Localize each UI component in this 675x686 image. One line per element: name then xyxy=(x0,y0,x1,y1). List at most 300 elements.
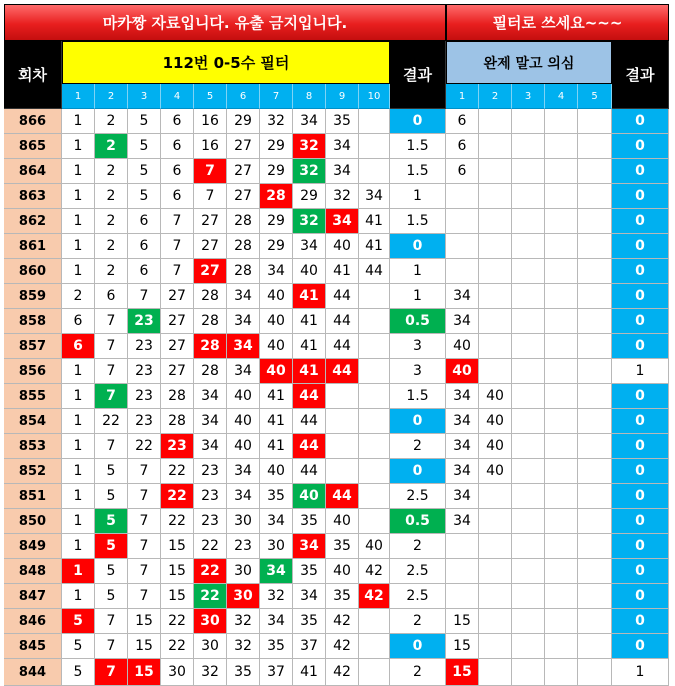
complete-number-cell xyxy=(446,234,479,259)
final-result-header: 결과 xyxy=(612,41,669,109)
filter-number-cell: 22 xyxy=(194,534,227,559)
complete-number-cell xyxy=(446,259,479,284)
filter-number-cell: 40 xyxy=(359,534,390,559)
filter-number-cell: 7 xyxy=(128,459,161,484)
final-result-cell: 0 xyxy=(612,534,669,559)
complete-number-cell xyxy=(578,309,612,334)
filter-number-cell: 28 xyxy=(161,409,194,434)
filter-title: 112번 0-5수 필터 xyxy=(62,41,390,84)
complete-col-number: 5 xyxy=(578,84,612,109)
filter-number-cell: 44 xyxy=(293,434,326,459)
complete-number-cell: 15 xyxy=(446,634,479,659)
complete-number-cell xyxy=(479,334,512,359)
filter-number-cell: 23 xyxy=(194,484,227,509)
filter-number-cell: 34 xyxy=(293,109,326,134)
complete-number-cell xyxy=(578,284,612,309)
filter-number-cell: 34 xyxy=(359,184,390,209)
filter-number-cell: 41 xyxy=(326,259,359,284)
filter-number-cell xyxy=(359,409,390,434)
filter-number-cell: 16 xyxy=(194,134,227,159)
complete-number-cell: 15 xyxy=(446,609,479,634)
complete-number-cell xyxy=(479,609,512,634)
filter-number-cell: 7 xyxy=(128,509,161,534)
filter-col-number: 9 xyxy=(326,84,359,109)
filter-number-cell: 32 xyxy=(293,209,326,234)
complete-number-cell xyxy=(545,159,578,184)
result-cell: 1.5 xyxy=(390,384,446,409)
filter-number-cell: 44 xyxy=(326,334,359,359)
filter-number-cell: 30 xyxy=(194,634,227,659)
filter-number-cell: 28 xyxy=(194,309,227,334)
complete-number-cell xyxy=(578,559,612,584)
final-result-cell: 0 xyxy=(612,634,669,659)
final-result-cell: 0 xyxy=(612,134,669,159)
filter-number-cell: 44 xyxy=(359,259,390,284)
filter-number-cell: 35 xyxy=(227,659,260,686)
result-cell: 2 xyxy=(390,659,446,686)
filter-number-cell: 44 xyxy=(326,359,359,384)
filter-number-cell: 34 xyxy=(227,484,260,509)
filter-number-cell: 6 xyxy=(161,109,194,134)
complete-number-cell xyxy=(545,509,578,534)
complete-col-number: 3 xyxy=(512,84,545,109)
filter-number-cell: 7 xyxy=(161,259,194,284)
filter-number-cell: 5 xyxy=(95,559,128,584)
complete-number-cell xyxy=(578,534,612,559)
complete-number-cell xyxy=(578,259,612,284)
result-cell: 1 xyxy=(390,184,446,209)
filter-number-cell: 29 xyxy=(260,159,293,184)
filter-number-cell: 35 xyxy=(326,534,359,559)
filter-number-cell: 42 xyxy=(326,634,359,659)
filter-number-cell: 44 xyxy=(293,409,326,434)
filter-number-cell: 5 xyxy=(62,634,95,659)
filter-number-cell: 34 xyxy=(326,159,359,184)
filter-number-cell xyxy=(359,609,390,634)
complete-number-cell: 34 xyxy=(446,284,479,309)
complete-number-cell xyxy=(479,484,512,509)
round-number: 848 xyxy=(4,559,62,584)
complete-number-cell xyxy=(512,109,545,134)
filter-number-cell: 5 xyxy=(128,109,161,134)
filter-number-cell: 35 xyxy=(293,559,326,584)
filter-number-cell: 34 xyxy=(293,584,326,609)
filter-number-cell xyxy=(359,159,390,184)
filter-number-cell xyxy=(359,634,390,659)
filter-number-cell: 15 xyxy=(128,659,161,686)
filter-number-cell: 5 xyxy=(128,159,161,184)
complete-number-cell: 40 xyxy=(446,359,479,384)
complete-number-cell xyxy=(545,459,578,484)
filter-number-cell: 28 xyxy=(194,359,227,384)
filter-number-cell: 7 xyxy=(128,284,161,309)
round-number: 858 xyxy=(4,309,62,334)
result-cell: 0 xyxy=(390,409,446,434)
filter-number-cell: 1 xyxy=(62,484,95,509)
filter-number-cell: 22 xyxy=(128,434,161,459)
complete-title: 완제 말고 의심 xyxy=(446,41,612,84)
filter-number-cell xyxy=(326,409,359,434)
filter-number-cell: 22 xyxy=(95,409,128,434)
filter-number-cell: 6 xyxy=(161,184,194,209)
complete-number-cell: 40 xyxy=(479,384,512,409)
filter-number-cell: 34 xyxy=(227,459,260,484)
filter-number-cell: 23 xyxy=(194,509,227,534)
round-number: 854 xyxy=(4,409,62,434)
filter-number-cell: 7 xyxy=(194,159,227,184)
filter-number-cell: 7 xyxy=(161,209,194,234)
complete-number-cell xyxy=(479,309,512,334)
complete-number-cell xyxy=(578,584,612,609)
filter-number-cell: 6 xyxy=(95,284,128,309)
round-number: 852 xyxy=(4,459,62,484)
filter-number-cell: 1 xyxy=(62,384,95,409)
complete-number-cell xyxy=(512,509,545,534)
result-cell: 1.5 xyxy=(390,159,446,184)
filter-number-cell: 7 xyxy=(161,234,194,259)
final-result-cell: 0 xyxy=(612,234,669,259)
filter-col-number: 5 xyxy=(194,84,227,109)
filter-number-cell: 7 xyxy=(194,184,227,209)
filter-number-cell xyxy=(359,109,390,134)
final-result-cell: 0 xyxy=(612,384,669,409)
complete-number-cell xyxy=(512,334,545,359)
filter-number-cell: 23 xyxy=(227,534,260,559)
filter-number-cell: 7 xyxy=(128,534,161,559)
filter-number-cell: 23 xyxy=(128,309,161,334)
filter-number-cell: 32 xyxy=(260,109,293,134)
filter-number-cell: 35 xyxy=(260,484,293,509)
filter-number-cell: 41 xyxy=(359,209,390,234)
filter-number-cell: 30 xyxy=(161,659,194,686)
complete-number-cell xyxy=(578,359,612,384)
filter-number-cell: 15 xyxy=(161,559,194,584)
complete-number-cell xyxy=(512,134,545,159)
complete-number-cell xyxy=(512,434,545,459)
filter-number-cell: 15 xyxy=(161,534,194,559)
filter-number-cell: 41 xyxy=(293,359,326,384)
filter-number-cell: 27 xyxy=(227,134,260,159)
filter-number-cell: 42 xyxy=(359,559,390,584)
filter-number-cell xyxy=(359,659,390,686)
filter-number-cell: 40 xyxy=(326,234,359,259)
complete-number-cell: 40 xyxy=(446,334,479,359)
final-result-cell: 0 xyxy=(612,309,669,334)
filter-number-cell: 1 xyxy=(62,459,95,484)
filter-number-cell: 7 xyxy=(128,484,161,509)
complete-number-cell xyxy=(545,434,578,459)
filter-number-cell: 2 xyxy=(95,259,128,284)
filter-number-cell: 7 xyxy=(95,309,128,334)
filter-number-cell: 40 xyxy=(326,509,359,534)
filter-number-cell: 2 xyxy=(95,134,128,159)
complete-number-cell: 15 xyxy=(446,659,479,686)
filter-number-cell: 5 xyxy=(128,184,161,209)
filter-number-cell xyxy=(359,334,390,359)
filter-col-number: 8 xyxy=(293,84,326,109)
result-cell: 2 xyxy=(390,434,446,459)
filter-number-cell: 27 xyxy=(161,334,194,359)
round-header: 회차 xyxy=(4,41,62,109)
complete-number-cell xyxy=(446,584,479,609)
filter-number-cell: 44 xyxy=(326,309,359,334)
complete-number-cell xyxy=(479,359,512,384)
filter-number-cell: 30 xyxy=(227,559,260,584)
filter-number-cell: 30 xyxy=(227,509,260,534)
round-number: 846 xyxy=(4,609,62,634)
complete-number-cell xyxy=(512,409,545,434)
complete-number-cell xyxy=(479,559,512,584)
complete-number-cell xyxy=(479,284,512,309)
filter-number-cell: 41 xyxy=(260,384,293,409)
complete-number-cell xyxy=(512,484,545,509)
complete-number-cell xyxy=(578,434,612,459)
complete-number-cell xyxy=(512,159,545,184)
final-result-cell: 0 xyxy=(612,334,669,359)
complete-number-cell xyxy=(545,609,578,634)
result-cell: 0.5 xyxy=(390,309,446,334)
filter-number-cell: 15 xyxy=(161,584,194,609)
filter-number-cell: 2 xyxy=(95,184,128,209)
round-number: 857 xyxy=(4,334,62,359)
filter-number-cell: 22 xyxy=(161,484,194,509)
filter-number-cell: 28 xyxy=(260,184,293,209)
filter-number-cell xyxy=(359,384,390,409)
filter-number-cell: 23 xyxy=(128,334,161,359)
filter-number-cell: 41 xyxy=(293,659,326,686)
complete-number-cell xyxy=(479,534,512,559)
result-cell: 2.5 xyxy=(390,584,446,609)
complete-number-cell xyxy=(479,184,512,209)
filter-number-cell: 1 xyxy=(62,509,95,534)
result-cell: 0.5 xyxy=(390,509,446,534)
filter-number-cell: 1 xyxy=(62,184,95,209)
filter-number-cell: 2 xyxy=(62,284,95,309)
filter-number-cell: 7 xyxy=(95,634,128,659)
filter-number-cell: 7 xyxy=(95,384,128,409)
filter-number-cell: 23 xyxy=(128,384,161,409)
round-number: 865 xyxy=(4,134,62,159)
round-number: 851 xyxy=(4,484,62,509)
filter-number-cell: 22 xyxy=(194,559,227,584)
filter-number-cell xyxy=(326,434,359,459)
complete-number-cell xyxy=(578,334,612,359)
filter-number-cell: 41 xyxy=(293,309,326,334)
filter-number-cell: 40 xyxy=(227,409,260,434)
filter-number-cell: 5 xyxy=(95,484,128,509)
final-result-cell: 0 xyxy=(612,484,669,509)
complete-number-cell xyxy=(545,109,578,134)
filter-number-cell: 40 xyxy=(260,334,293,359)
complete-number-cell: 6 xyxy=(446,109,479,134)
filter-number-cell: 30 xyxy=(194,609,227,634)
complete-number-cell xyxy=(578,659,612,686)
complete-number-cell xyxy=(512,559,545,584)
complete-number-cell xyxy=(545,284,578,309)
filter-number-cell xyxy=(359,134,390,159)
filter-number-cell: 29 xyxy=(260,234,293,259)
filter-number-cell: 27 xyxy=(194,234,227,259)
filter-number-cell: 28 xyxy=(227,209,260,234)
filter-number-cell: 1 xyxy=(62,159,95,184)
filter-number-cell: 28 xyxy=(194,334,227,359)
filter-number-cell: 1 xyxy=(62,359,95,384)
filter-col-number: 1 xyxy=(62,84,95,109)
result-cell: 3 xyxy=(390,334,446,359)
filter-number-cell xyxy=(359,309,390,334)
complete-number-cell xyxy=(545,584,578,609)
complete-number-cell xyxy=(545,184,578,209)
round-number: 847 xyxy=(4,584,62,609)
complete-number-cell xyxy=(545,559,578,584)
round-number: 853 xyxy=(4,434,62,459)
complete-number-cell xyxy=(479,659,512,686)
final-result-cell: 0 xyxy=(612,259,669,284)
filter-number-cell: 6 xyxy=(128,209,161,234)
filter-number-cell: 5 xyxy=(62,659,95,686)
final-result-cell: 0 xyxy=(612,184,669,209)
final-result-cell: 0 xyxy=(612,159,669,184)
complete-number-cell xyxy=(446,534,479,559)
filter-number-cell xyxy=(359,459,390,484)
filter-number-cell: 40 xyxy=(260,459,293,484)
filter-number-cell: 40 xyxy=(293,484,326,509)
filter-number-cell: 27 xyxy=(194,209,227,234)
filter-number-cell: 41 xyxy=(359,234,390,259)
filter-number-cell: 27 xyxy=(227,184,260,209)
round-number: 844 xyxy=(4,659,62,686)
complete-number-cell xyxy=(578,234,612,259)
filter-number-cell: 42 xyxy=(326,609,359,634)
filter-number-cell: 40 xyxy=(227,434,260,459)
result-cell: 2 xyxy=(390,609,446,634)
result-cell: 1.5 xyxy=(390,134,446,159)
complete-number-cell xyxy=(578,509,612,534)
filter-number-cell: 1 xyxy=(62,209,95,234)
filter-number-cell: 34 xyxy=(260,509,293,534)
final-result-cell: 0 xyxy=(612,609,669,634)
complete-number-cell xyxy=(512,184,545,209)
complete-number-cell: 34 xyxy=(446,384,479,409)
complete-number-cell xyxy=(479,134,512,159)
round-number: 845 xyxy=(4,634,62,659)
filter-number-cell: 42 xyxy=(359,584,390,609)
filter-number-cell: 32 xyxy=(194,659,227,686)
filter-number-cell: 28 xyxy=(227,234,260,259)
filter-number-cell xyxy=(359,434,390,459)
filter-number-cell: 6 xyxy=(128,234,161,259)
filter-number-cell: 2 xyxy=(95,159,128,184)
filter-number-cell: 40 xyxy=(326,559,359,584)
filter-number-cell: 23 xyxy=(161,434,194,459)
filter-number-cell: 34 xyxy=(227,284,260,309)
complete-number-cell xyxy=(578,459,612,484)
round-number: 849 xyxy=(4,534,62,559)
filter-number-cell: 40 xyxy=(227,384,260,409)
round-number: 864 xyxy=(4,159,62,184)
filter-number-cell: 34 xyxy=(326,134,359,159)
complete-number-cell: 40 xyxy=(479,409,512,434)
filter-number-cell: 5 xyxy=(128,134,161,159)
complete-number-cell xyxy=(479,159,512,184)
filter-number-cell: 5 xyxy=(95,584,128,609)
complete-number-cell xyxy=(512,459,545,484)
complete-number-cell xyxy=(578,409,612,434)
filter-number-cell: 35 xyxy=(326,109,359,134)
round-number: 866 xyxy=(4,109,62,134)
filter-number-cell: 34 xyxy=(293,534,326,559)
filter-number-cell: 28 xyxy=(161,384,194,409)
final-result-cell: 1 xyxy=(612,659,669,686)
round-number: 863 xyxy=(4,184,62,209)
final-result-cell: 0 xyxy=(612,209,669,234)
filter-number-cell: 32 xyxy=(326,184,359,209)
filter-number-cell: 32 xyxy=(227,634,260,659)
complete-number-cell: 34 xyxy=(446,409,479,434)
filter-number-cell: 34 xyxy=(260,259,293,284)
filter-number-cell: 22 xyxy=(161,459,194,484)
complete-number-cell: 40 xyxy=(479,434,512,459)
filter-number-cell: 34 xyxy=(194,409,227,434)
complete-number-cell xyxy=(479,209,512,234)
filter-number-cell: 29 xyxy=(227,109,260,134)
filter-number-cell xyxy=(326,384,359,409)
filter-number-cell xyxy=(359,484,390,509)
complete-number-cell xyxy=(545,134,578,159)
result-cell: 0 xyxy=(390,109,446,134)
filter-number-cell: 6 xyxy=(62,309,95,334)
filter-number-cell: 32 xyxy=(260,584,293,609)
filter-number-cell: 16 xyxy=(194,109,227,134)
complete-number-cell: 6 xyxy=(446,159,479,184)
filter-number-cell: 30 xyxy=(260,534,293,559)
filter-number-cell: 34 xyxy=(227,309,260,334)
complete-number-cell xyxy=(512,359,545,384)
final-result-cell: 0 xyxy=(612,559,669,584)
result-cell: 1 xyxy=(390,284,446,309)
complete-number-cell xyxy=(512,209,545,234)
filter-number-cell: 40 xyxy=(260,284,293,309)
complete-number-cell xyxy=(512,584,545,609)
filter-number-cell: 35 xyxy=(293,509,326,534)
result-cell: 2 xyxy=(390,534,446,559)
complete-number-cell xyxy=(578,134,612,159)
filter-number-cell: 7 xyxy=(95,359,128,384)
complete-number-cell xyxy=(545,484,578,509)
filter-number-cell: 5 xyxy=(95,509,128,534)
result-cell: 0 xyxy=(390,634,446,659)
filter-number-cell: 7 xyxy=(95,334,128,359)
complete-number-cell: 34 xyxy=(446,459,479,484)
result-cell: 3 xyxy=(390,359,446,384)
banner-right: 필터로 쓰세요~~~ xyxy=(446,4,669,41)
filter-number-cell: 34 xyxy=(260,559,293,584)
complete-number-cell: 34 xyxy=(446,309,479,334)
complete-number-cell xyxy=(446,184,479,209)
filter-number-cell: 5 xyxy=(95,459,128,484)
filter-col-number: 3 xyxy=(128,84,161,109)
filter-number-cell: 32 xyxy=(293,134,326,159)
filter-number-cell: 34 xyxy=(326,209,359,234)
filter-number-cell: 30 xyxy=(227,584,260,609)
filter-number-cell: 37 xyxy=(260,659,293,686)
complete-number-cell xyxy=(545,384,578,409)
filter-number-cell: 34 xyxy=(194,384,227,409)
filter-number-cell: 22 xyxy=(161,509,194,534)
filter-number-cell: 27 xyxy=(227,159,260,184)
complete-number-cell: 34 xyxy=(446,484,479,509)
filter-number-cell: 40 xyxy=(293,259,326,284)
